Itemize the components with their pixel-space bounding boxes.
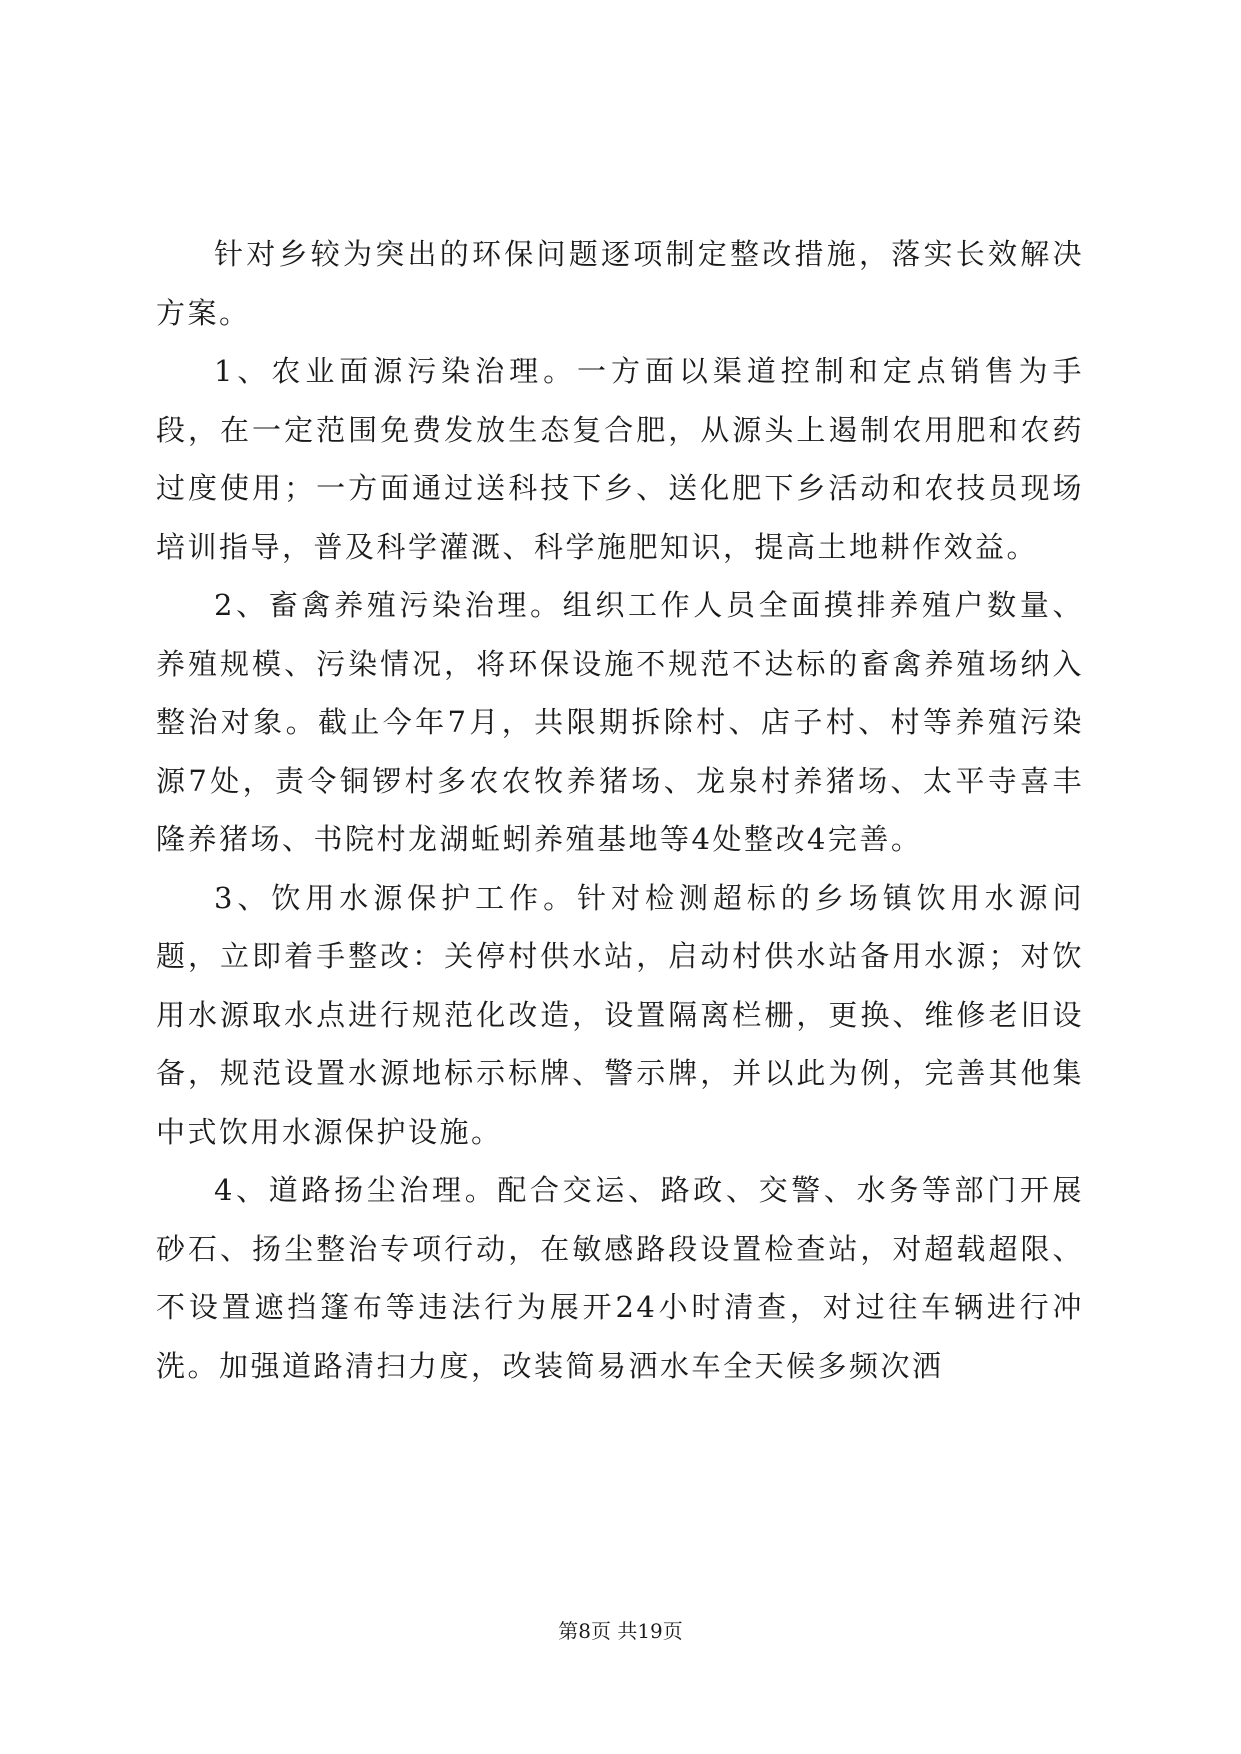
paragraph-drinking-water: 3、饮用水源保护工作。针对检测超标的乡场镇饮用水源问题，立即着手整改：关停村供水站，启动村供水站备用水源；对饮用水源取水点进行规范化改造，设置隔离栏栅，更换、维修老旧设备，规范设置水源地标示标牌、警示牌，并以此为例，完善其他集中式饮用水源保护设施。 [156, 880, 1084, 1149]
paragraph-livestock-pollution: 2、畜禽养殖污染治理。组织工作人员全面摸排养殖户数量、养殖规模、污染情况，将环保设施不规范不达标的畜禽养殖场纳入整治对象。截止今年7月，共限期拆除村、店子村、村等养殖污染源7处，责令铜锣村多农农牧养猪场、龙泉村养猪场、太平寺喜丰隆养猪场、书院村龙湖蚯蚓养殖基地等4处整改4完善。 [156, 588, 1084, 856]
page-number-footer: 第8页 共19页 [558, 1619, 683, 1643]
document-body [156, 225, 1084, 1395]
paragraph-agricultural-pollution: 1、农业面源污染治理。一方面以渠道控制和定点销售为手段，在一定范围免费发放生态复合肥，从源头上遏制农用肥和农药过度使用；一方面通过送科技下乡、送化肥下乡活动和农技员现场培训指导，普及科学灌溉、科学施肥知识，提高土地耕作效益。 [156, 354, 1084, 564]
paragraph-intro: 针对乡较为突出的环保问题逐项制定整改措施，落实长效解决方案。 [156, 237, 1084, 330]
paragraph-road-dust: 4、道路扬尘治理。配合交运、路政、交警、水务等部门开展砂石、扬尘整治专项行动，在敏感路段设置检查站，对超载超限、不设置遮挡篷布等违法行为展开24小时清查，对过往车辆进行冲洗。加强道路清扫力度，改装简易洒水车全天候多频次洒 [156, 1173, 1084, 1383]
